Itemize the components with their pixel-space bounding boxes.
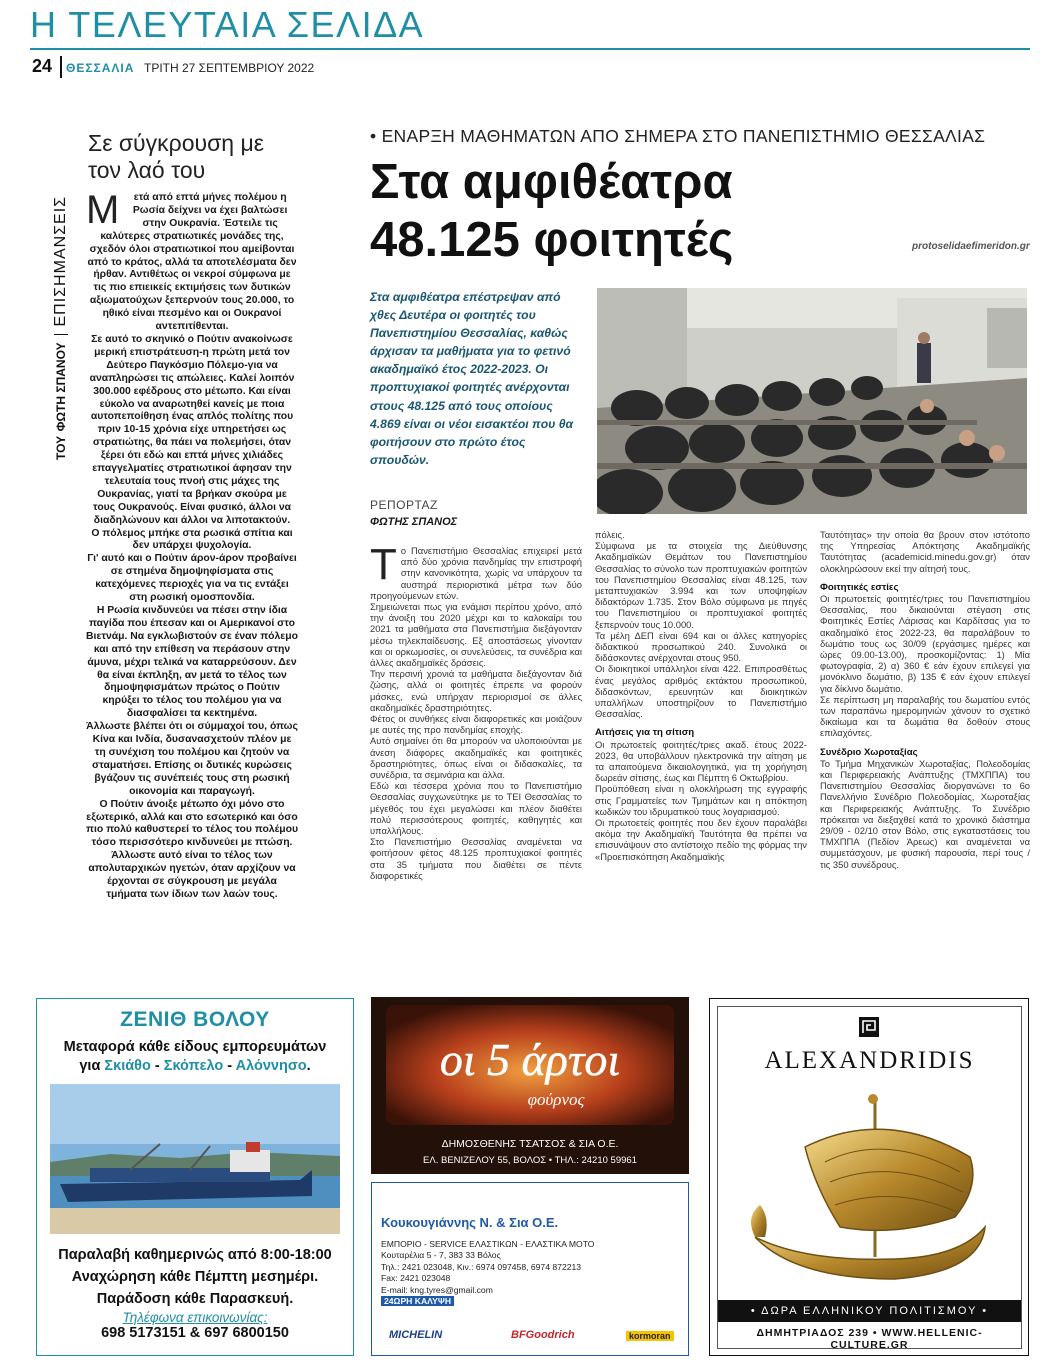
meander-logo-icon xyxy=(859,1017,879,1037)
column-author-prefix: ΤΟΥ xyxy=(54,435,68,460)
tyres-details xyxy=(381,1239,595,1307)
article-byline: ΦΩΤΗΣ ΣΠΑΝΟΣ xyxy=(370,516,458,528)
article-paragraph: Οι πρωτοετείς φοιτητές/τριες του Πανεπιστημίου Θεσσαλίας, που δικαιούνται στέγαση στις Φοιτητικές Εστίες Λάρισας και Καρδίτσας για το ακαδημαϊκό έτος 2022-23, θα παραλάβουν το δωμάτιο τους ως 30/09 (εργάσιμες ημέρες και ώρες 09.00-13.00), προσκομίζοντας: 1) Μία φωτογραφία, 2) α) 360 € εάν έχουν επιλεγεί για μονόκλινο δωμάτιο, β) 135 € εάν έχουν επιλεγεί για δίκλινο δωμάτιο. xyxy=(820,593,1030,694)
tyres-phones: Τηλ.: 2421 023048, Κιν.: 6974 097458, 6974 872213 xyxy=(381,1261,582,1272)
source-watermark: protoselidaefimeridon.gr xyxy=(912,241,1030,252)
article-subhead: Φοιτητικές εστίες xyxy=(820,581,899,593)
header-divider xyxy=(30,48,1030,50)
article-column-2 xyxy=(595,529,807,862)
article-paragraph: Το Τμήμα Μηχανικών Χωροταξίας, Πολεοδομίας και Περιφερειακής Ανάπτυξης (ΤΜΧΠΠΑ) του Πανεπιστημίου Θεσσαλίας διοργανώνει το 6ο Πανελλήνιο Συνέδριο Πολεοδομίας, Χωροταξίας και Περιφερειακής Ανάπτυξης. Το Συνέδριο πρόκειται να διεξαχθεί κατά το χρονικό διάστημα 29/09 - 02/10 στον Βόλο, στις εγκαταστάσεις του ΤΜΧΠΠΑ (Πεδίον Άρεως) και αναμένεται να συμμετάσχουν, με φυσική παρουσία, περί τους / τις 350 συνέδρους. xyxy=(820,757,1030,870)
article-subhead: Συνέδριο Χωροταξίας xyxy=(820,746,918,758)
article-paragraph: Εδώ και τέσσερα χρόνια που το Πανεπιστήμιο Θεσσαλίας συγχωνεύτηκε με το ΤΕΙ Θεσσαλίας το μέγεθός του έχει μεγαλώσει και πλέον διαθέτει πολύ περισσότερους φοιτητές, καθηγητές και υπαλλήλους. xyxy=(370,780,582,837)
column-paragraph: Η Ρωσία κινδυνεύει να πέσει στην ίδια παγίδα που έπεσαν και οι Αμερικανοί στο Βιετνάμ. Να εγκλωβιστούν σε έναν πόλεμο και από την επίθεση να περάσουν στην άμυνα, μέχρι τελικά να καταρρεύσουν. Δεν θα είναι έκπληξη, αν μετά το τέλος των δημοψηφισμάτων πρώτος ο Πούτιν κηρύξει το τέλος του πολέμου για να διασφαλίσει τα κεκτημένα. xyxy=(86,605,298,720)
ad-koukougiannis-tyres xyxy=(371,1182,689,1356)
cargo-ship-photo xyxy=(50,1084,340,1234)
ad-zenith-line1: Μεταφορά κάθε είδους εμπορευμάτων xyxy=(63,1039,327,1055)
headline-line-1: Στα αμφιθέατρα xyxy=(370,155,733,209)
column-category: ΕΠΙΣΗΜΑΝΣΕΙΣ xyxy=(52,195,69,327)
column-title: Σε σύγκρουση με τον λαό του xyxy=(88,130,264,183)
alexandridis-brand: ALEXANDRIDIS xyxy=(764,1047,975,1074)
ancient-ship-icon xyxy=(745,1087,995,1292)
column-paragraph: Γι' αυτό και ο Πούτιν άρον-άρον προβαίνει σε στημένα δημοψηφίσματα στις κατεχόμενες περιοχές για να τις εντάξει στη ρωσική ομοσπονδία. xyxy=(87,553,297,604)
ad-zenith-title: ΖΕΝΙΘ ΒΟΛΟΥ xyxy=(120,1008,270,1031)
article-paragraph: Σημειώνεται πως για ενάμισι περίπου χρόνο, από την άνοιξη του 2020 μέχρι και το καλοκαίρι του 2021 τα μαθήματα στα Πανεπιστήμια διεξάγονταν μέσω τηλεκπαίδευσης. Εξ αποστάσεως γίνονταν και οι ορκωμοσίες, οι συνελεύσεις, τα συνέδρια και άλλες ακαδημαϊκές δράσεις. xyxy=(370,601,582,669)
ad-zenith-departure: Αναχώρηση κάθε Πέμπτη μεσημέρι. xyxy=(71,1269,319,1285)
page-number: 24 xyxy=(32,56,53,76)
column-paragraph: Ο πόλεμος μπήκε στα ρωσικά σπίτια και δεν υπάρχει ψυχολογία. xyxy=(91,527,293,552)
alexandridis-tagline: • ΔΩΡΑ ΕΛΛΗΝΙΚΟΥ ΠΟΛΙΤΙΣΜΟΥ • xyxy=(718,1300,1021,1322)
ad-zenith-pickup: Παραλαβή καθημερινώς από 8:00-18:00 xyxy=(58,1247,332,1263)
article-paragraph: Αυτό σημαίνει ότι θα μπορούν να υλοποιούνται με άνεση διάφορες ακαδημαϊκές και φοιτητικές δραστηριότητες, όπως είναι οι διδασκαλίες, τα συνέδρια, τα σεμινάρια και άλλα. xyxy=(370,735,582,781)
article-column-1 xyxy=(370,540,582,881)
article-kicker: • ΕΝΑΡΞΗ ΜΑΘΗΜΑΤΩΝ ΑΠΟ ΣΗΜΕΡΑ ΣΤΟ ΠΑΝΕΠΙΣΤΗΜΙΟ ΘΕΣΣΑΛΙΑΣ xyxy=(370,126,986,146)
article-paragraph: Σε περίπτωση μη παραλαβής του δωματίου εντός των παραπάνω ημερομηνιών χάνουν το σχετικό δικαίωμα και τα δωμάτια θα δοθούν στους επιλαχόντες. xyxy=(820,693,1030,739)
column-author: ΦΩΤΗ ΣΠΑΝΟΥ xyxy=(54,342,68,432)
ad-alexandridis xyxy=(709,998,1029,1356)
kormoran-logo: kormoran xyxy=(626,1331,674,1341)
tyres-company-name: Κουκουγιάννης Ν. & Σια Ο.Ε. xyxy=(381,1215,559,1230)
article-paragraph: Την περσινή χρονιά τα μαθήματα διεξάγονταν διά ζώσης, αλλά οι φοιτητές έπρεπε να φορούν μάσκες, ενώ υπήρχαν περιορισμοί σε άλλες ακαδημαϊκές δραστηριότητες. xyxy=(370,668,582,713)
section-title: Η ΤΕΛΕΥΤΑΙΑ ΣΕΛΙΔΑ xyxy=(30,4,425,45)
article-paragraph: πόλεις. xyxy=(595,529,625,540)
ad-zenith-delivery: Παράδοση κάθε Παρασκευή. xyxy=(96,1291,294,1307)
column-paragraph: Ο Πούτιν άνοιξε μέτωπο όχι μόνο στο εξωτερικό, αλλά και στο εσωτερικό και όσο πιο πολύ καθυστερεί το τέλος του πολέμου τόσο περισσότερο κινδυνεύει με πτώση. xyxy=(86,798,299,849)
article-paragraph: Οι πρωτοετείς φοιτητές που δεν έχουν παραλάβει ακόμα την Ακαδημαϊκή Ταυτότητα θα πρέπει να επισυνάψουν στο αντίστοιχο πεδίο της φόρμας την «Προεπισκόπηση Ακαδημαϊκής xyxy=(595,817,807,862)
tyres-24h-badge: 24ΩΡΗ ΚΑΛΥΨΗ xyxy=(381,1296,454,1306)
bfgoodrich-logo: BFGoodrich xyxy=(511,1329,575,1341)
page-number-divider xyxy=(60,56,62,78)
michelin-logo: MICHELIN xyxy=(389,1329,443,1341)
article-paragraph: Οι διοικητικοί υπάλληλοι είναι 422. Επιπροσθέτως ένας μεγάλος αριθμός εκτάκτου προσωπικού, διδασκόντων, ερευνητών και διοικητικών υπαλλήλων υποστηρίζουν το Πανεπιστήμιο Θεσσαλίας. xyxy=(595,663,807,720)
article-paragraph: Στο Πανεπιστήμιο Θεσσαλίας αναμένεται να φοιτήσουν φέτος 48.125 προπτυχιακοί φοιτητές στα 35 τμήματα που διαθέτει σε πέντε διαφορετικές xyxy=(370,836,582,881)
article-paragraph: Προϋπόθεση είναι η ολοκλήρωση της εγγραφής στις Γραμματείες των Τμημάτων και η απόκτηση κωδικών του ιδρυματικού τους λογαριασμού. xyxy=(595,783,807,817)
ad-zenith-phones: 698 5173151 & 697 6800150 xyxy=(101,1325,289,1341)
reportage-label: ΡΕΠΟΡΤΑΖ xyxy=(370,498,438,512)
article-paragraph: Το Πανεπιστήμιο Θεσσαλίας επιχειρεί μετά από δύο χρόνια πανδημίας την επιστροφή στην κανονικότητα, χωρίς να υπάρχουν τα αυστηρά περιοριστικά μέτρα των δύο προηγούμενων ετών. xyxy=(370,540,582,601)
tyres-address: Κουταρέλια 5 - 7, 383 33 Βόλος xyxy=(381,1250,501,1261)
article-paragraph: Οι πρωτοετείς φοιτητές/τριες ακαδ. έτους 2022-2023, θα υποβάλλουν ηλεκτρονικά την αίτηση με τα απαιτούμενα δικαιολογητικά, για τη χορήγηση δωρεάν σίτισης, έως και Πέμπτη 6 Οκτωβρίου. xyxy=(595,738,807,784)
classroom-photo xyxy=(597,288,1027,514)
headline-line-2: 48.125 φοιτητές xyxy=(370,213,734,267)
article-paragraph: Ταυτότητας» την οποία θα βρουν στον ιστότοπο της Υπηρεσίας Απόκτησης Ακαδημαϊκής Ταυτότητας (academicid.minedu.gov.gr) όταν ολοκληρώσουν εκεί την αίτησή τους. xyxy=(820,529,1030,574)
tyres-services: ΕΜΠΟΡΙΟ - SERVICE ΕΛΑΣΤΙΚΩΝ - ΕΛΑΣΤΙΚΑ ΜΟΤΟ xyxy=(381,1239,595,1249)
article-lede: Στα αμφιθέατρα επέστρεψαν από χθες Δευτέρα οι φοιτητές του Πανεπιστημίου Θεσσαλίας, καθώς άρχισαν τα μαθήματα για το φετινό ακαδημαϊκό έτος 2022-2023. Οι προπτυχιακοί φοιτητές ανέρχονται στους 48.125 από τους οποίους 4.869 είναι οι νέοι εισακτέοι που θα φοιτήσουν στο πρώτο έτος σπουδών. xyxy=(370,290,574,467)
column-paragraph: Μ ετά από επτά μήνες πολέμου η Ρωσία δείχνει να έχει βαλτώσει στην Ουκρανία. Έστειλε τις καλύτερες στρατιωτικές μονάδες της, σχεδόν όλοι στρατιωτικοί που αμείβονται από το κράτος, αλλά τα αποτελέσματα δεν ήρθαν. Αντιθέτως οι νεκροί σύμφωνα με τις πιο επιεικείς εκτιμήσεις των δυτικών αξιωματούχων ξεπερνούν τους 20.000, το ηθικό είναι πεσμένο και οι Ουκρανοί αντεπιτίθενται. xyxy=(86,188,297,333)
column-body xyxy=(86,188,299,902)
column-vertical-label xyxy=(52,190,78,460)
column-dropcap: Μ xyxy=(86,188,120,232)
article-headline xyxy=(370,153,930,269)
artoi-subtitle: φούρνος xyxy=(527,1090,585,1109)
alexandridis-address: ΔΗΜΗΤΡΙΑΔΟΣ 239 • WWW.HELLENIC-CULTURE.GR xyxy=(756,1327,983,1351)
tyres-email: E-mail: kng.tyres@gmail.com xyxy=(381,1284,493,1295)
issue-date: ΤΡΙΤΗ 27 ΣΕΠΤΕΜΒΡΙΟΥ 2022 xyxy=(144,61,315,75)
column-paragraph: Σε αυτό το σκηνικό ο Πούτιν ανακοίνωσε μερική επιστράτευση-η πρώτη μετά τον Δεύτερο Παγκόσμιο Πόλεμο-για να αναπληρώσει τις απώλειες. Καλεί λοιπόν 300.000 εφέδρους στο μέτωπο. Και είναι εύκολο να αναρωτηθεί κανείς με ποια αυτοπεποίθηση ένας απλός πολίτης που πριν 10-15 χρόνια είχε υπηρετήσει ως στρατιώτης, θα πάει να πολεμήσει, όταν ξέρει ότι εδώ και επτά μήνες χιλιάδες επαγγελματίες στρατιωτικοί άφησαν την τελευταία τους πνοή στις μάχες της Ουκρανίας, γιατί τα βρήκαν σκούρα με τους Ουκρανούς. Είναι φυσικό, άλλοι να διαδηλώνουν και άλλοι να λιποτακτούν. xyxy=(89,333,295,526)
ad-zenith-phone-label: Τηλέφωνα επικοινωνίας: xyxy=(122,1310,268,1325)
ad-zenith-destinations: για Σκιάθο - Σκόπελο - Αλόννησο. xyxy=(79,1058,311,1074)
ad-5-artoi-bakery xyxy=(371,997,689,1174)
column-paragraph: Άλλωστε αυτό είναι το τέλος των απολυταρχικών ηγετών, όταν αρχίζουν να έρχονται σε σύγκρουση με μεγάλα τμήματα των ίδιων των λαών τους. xyxy=(88,850,296,900)
tyres-brand-logos xyxy=(381,1329,681,1345)
newspaper-name: ΘΕΣΣΑΛΙΑ xyxy=(66,61,135,75)
column-paragraph: Άλλωστε βλέπει ότι οι σύμμαχοί του, όπως Κίνα και Ινδία, δυσανασχετούν πλέον με τη συνέχιση του πολέμου και ζητούν να σταματήσει. Επίσης οι δυτικές κυρώσεις βγάζουν τις συνέπειές τους στη ρωσική οικονομία και παραγωγή. xyxy=(86,721,298,797)
artoi-address: ΕΛ. ΒΕΝΙΖΕΛΟΥ 55, ΒΟΛΟΣ • ΤΗΛ.: 24210 59961 xyxy=(423,1155,637,1166)
article-subhead: Αιτήσεις για τη σίτιση xyxy=(595,727,695,739)
artoi-company: ΔΗΜΟΣΘΕΝΗΣ ΤΣΑΤΣΟΣ & ΣΙΑ Ο.Ε. xyxy=(441,1138,619,1150)
article-dropcap: Τ xyxy=(370,540,397,589)
article-paragraph: Φέτος οι συνθήκες είναι διαφορετικές και μοιάζουν με αυτές της προ πανδημίας εποχής. xyxy=(370,713,582,736)
artoi-logo-text: οι 5 άρτοι xyxy=(439,1034,621,1085)
ad-zenith-volou xyxy=(36,998,354,1356)
tyres-fax: Fax: 2421 023048 xyxy=(381,1273,451,1284)
article-paragraph: Σύμφωνα με τα στοιχεία της Διεύθυνσης Ακαδημαϊκών Θεμάτων του Πανεπιστημίου Θεσσαλίας το σύνολο των προπτυχιακών φοιτητών του Πανεπιστημίου Θεσσαλίας είναι 48.125, των μεταπτυχιακών 3.994 και των υποψηφίων διδακτόρων 1.735. Στον Βόλο σύμφωνα με πηγές του Πανεπιστημίου οι προπτυχιακοί φοιτητές ξεπερνούν τους 10.000. xyxy=(595,540,808,630)
article-column-3 xyxy=(820,529,1030,870)
article-paragraph: Τα μέλη ΔΕΠ είναι 694 και οι άλλες κατηγορίες διδακτικού προσωπικού 240. Συνολικά οι διδάσκοντες ανέρχονται στους 950. xyxy=(595,629,807,664)
